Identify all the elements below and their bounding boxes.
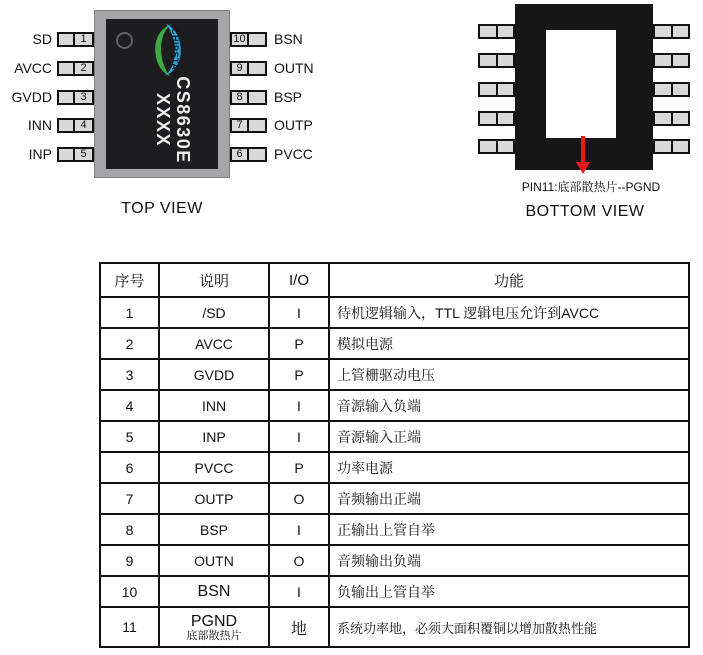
- cell-no: 4: [100, 390, 159, 421]
- bv-pin: [478, 53, 515, 68]
- pin-8: 8: [230, 90, 267, 105]
- bv-pin: [478, 24, 515, 39]
- top-view-caption: TOP VIEW: [121, 200, 203, 217]
- cell-func: 系统功率地，必须大面积覆铜以增加散热性能: [329, 607, 689, 647]
- cell-io: O: [269, 483, 329, 514]
- cell-func: 正输出上管自举: [329, 514, 689, 545]
- header-no: 序号: [100, 263, 159, 297]
- pin-name-label: INP: [28, 146, 52, 162]
- thermal-pad-note: PIN11:底部散热片--PGND: [521, 180, 661, 194]
- bv-pin: [653, 82, 690, 97]
- cell-name: BSN: [159, 576, 269, 607]
- table-row: [100, 297, 689, 328]
- pin-4: 4: [57, 118, 94, 133]
- table-row: [100, 607, 689, 647]
- cell-name: OUTN: [159, 545, 269, 576]
- cell-name: OUTP: [159, 483, 269, 514]
- cell-no: 9: [100, 545, 159, 576]
- header-func: 功能: [329, 263, 689, 297]
- table-row: [100, 421, 689, 452]
- chip-marking-text: CS8630E XXXX: [153, 76, 193, 164]
- cell-io: I: [269, 514, 329, 545]
- pin-1: 1: [57, 32, 94, 47]
- cell-no: 10: [100, 576, 159, 607]
- table-row: [100, 328, 689, 359]
- pin-name-label: SD: [32, 31, 52, 47]
- chipstar-logo-text: CHIPSTAR: [170, 28, 180, 78]
- pin-7: 7: [230, 118, 267, 133]
- header-io: I/O: [269, 263, 329, 297]
- bv-pin: [653, 24, 690, 39]
- cell-no: 1: [100, 297, 159, 328]
- cell-io: 地: [269, 607, 329, 647]
- bv-pin: [653, 53, 690, 68]
- cell-no: 7: [100, 483, 159, 514]
- cell-io: P: [269, 359, 329, 390]
- table-row: [100, 576, 689, 607]
- cell-name: PGND 底部散热片: [159, 607, 269, 647]
- cell-no: 6: [100, 452, 159, 483]
- table-row: [100, 390, 689, 421]
- cell-no: 8: [100, 514, 159, 545]
- pin-2: 2: [57, 61, 94, 76]
- pin-name-label: GVDD: [11, 89, 52, 105]
- bv-pin: [478, 82, 515, 97]
- pin-name-label: BSP: [274, 89, 303, 105]
- cell-no: 2: [100, 328, 159, 359]
- thermal-pad-arrow-icon: [575, 136, 591, 174]
- pin-6: 6: [230, 147, 267, 162]
- chip-package: [94, 10, 230, 178]
- pin-function-table: [99, 262, 690, 648]
- cell-io: I: [269, 297, 329, 328]
- pin-5: 5: [57, 147, 94, 162]
- pin-name-label: AVCC: [14, 60, 52, 76]
- cell-name: INP: [159, 421, 269, 452]
- cell-io: I: [269, 390, 329, 421]
- bottom-view-caption: BOTTOM VIEW: [525, 203, 645, 220]
- cell-name: AVCC: [159, 328, 269, 359]
- pin-name-label: PVCC: [274, 146, 313, 162]
- cell-io: O: [269, 545, 329, 576]
- table-row: [100, 483, 689, 514]
- cell-name: PVCC: [159, 452, 269, 483]
- cell-func: 待机逻辑输入，TTL 逻辑电压允许到AVCC: [329, 297, 689, 328]
- cell-name: /SD: [159, 297, 269, 328]
- chip-body: [106, 19, 218, 169]
- bv-pin: [478, 139, 515, 154]
- header-name: 说明: [159, 263, 269, 297]
- bv-pin: [653, 139, 690, 154]
- table-row: [100, 452, 689, 483]
- cell-io: I: [269, 576, 329, 607]
- bv-pin: [478, 111, 515, 126]
- pin-name-label: INN: [27, 117, 52, 133]
- table-row: [100, 545, 689, 576]
- cell-no: 11: [100, 607, 159, 647]
- cell-no: 5: [100, 421, 159, 452]
- pin-name-label: OUTP: [274, 117, 313, 133]
- cell-name: INN: [159, 390, 269, 421]
- cell-func: 音频输出正端: [329, 483, 689, 514]
- cell-io: I: [269, 421, 329, 452]
- cell-func: 上管栅驱动电压: [329, 359, 689, 390]
- cell-name: GVDD: [159, 359, 269, 390]
- bv-pin: [653, 111, 690, 126]
- pin-name-label: OUTN: [274, 60, 314, 76]
- pin-3: 3: [57, 90, 94, 105]
- cell-io: P: [269, 328, 329, 359]
- table-row: [100, 514, 689, 545]
- cell-no: 3: [100, 359, 159, 390]
- pin-name-label: BSN: [274, 31, 303, 47]
- cell-func: 音频输出负端: [329, 545, 689, 576]
- cell-io: P: [269, 452, 329, 483]
- cell-func: 音源输入负端: [329, 390, 689, 421]
- thermal-pad: [546, 30, 616, 138]
- table-header-row: [100, 263, 689, 297]
- pin-9: 9: [230, 61, 267, 76]
- cell-func: 音源输入正端: [329, 421, 689, 452]
- cell-name: BSP: [159, 514, 269, 545]
- table-row: [100, 359, 689, 390]
- cell-func: 功率电源: [329, 452, 689, 483]
- cell-func: 负输出上管自举: [329, 576, 689, 607]
- cell-func: 模拟电源: [329, 328, 689, 359]
- pin-10: 10: [230, 32, 267, 47]
- pin1-indicator-circle: [116, 32, 133, 49]
